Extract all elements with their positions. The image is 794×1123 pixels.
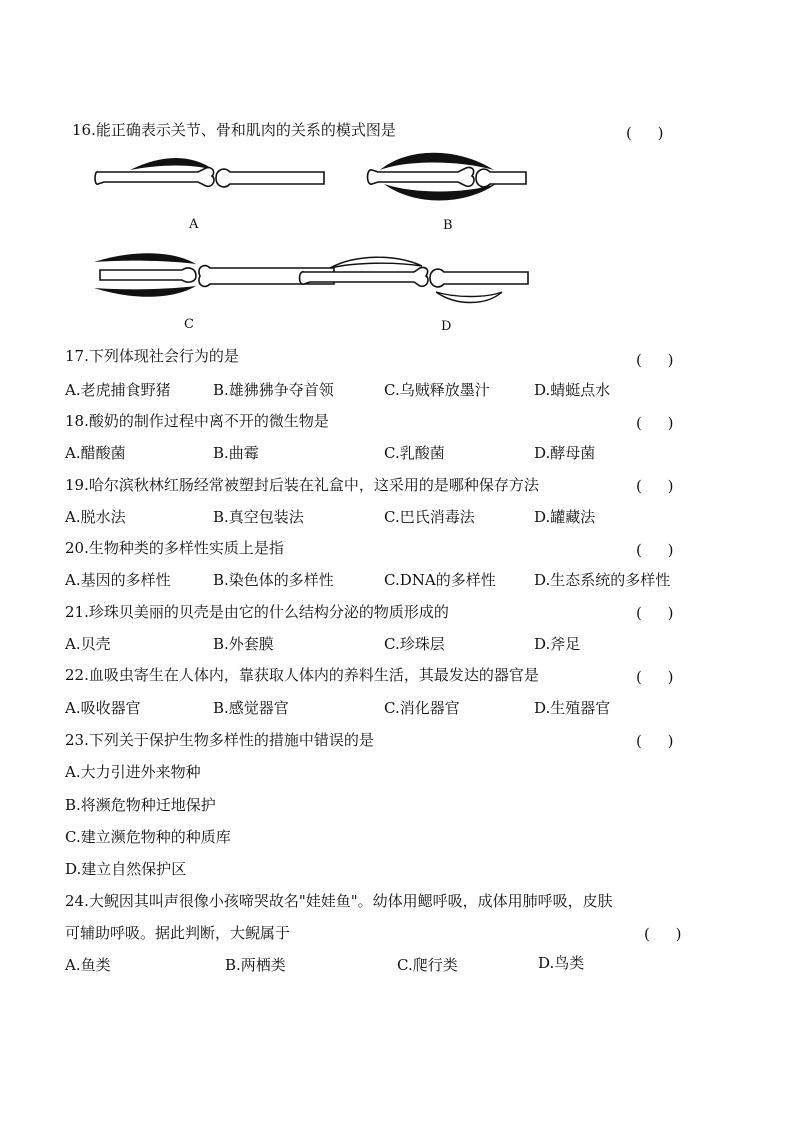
q17-option-c: C.乌贼释放墨汁 bbox=[384, 381, 490, 399]
q17-option-b: B.雄狒狒争夺首领 bbox=[213, 381, 334, 399]
q21-option-d: D.斧足 bbox=[534, 635, 581, 653]
q22-option-b: B.感觉器官 bbox=[213, 699, 289, 717]
q19-answer-blank: ( ) bbox=[636, 477, 676, 495]
q24-option-c: C.爬行类 bbox=[397, 956, 458, 974]
figure-b-diagram bbox=[366, 150, 528, 210]
q21-option-b: B.外套膜 bbox=[213, 635, 274, 653]
q17-answer-blank: ( ) bbox=[636, 351, 676, 369]
q24-option-a: A.鱼类 bbox=[65, 956, 111, 974]
q18-stem: 18.酸奶的制作过程中离不开的微生物是 bbox=[65, 412, 329, 430]
q19-option-b: B.真空包装法 bbox=[213, 508, 304, 526]
q20-option-c: C.DNA的多样性 bbox=[384, 571, 496, 589]
q18-option-c: C.乳酸菌 bbox=[384, 444, 445, 462]
q24-stem-line1: 24.大鲵因其叫声很像小孩啼哭故名"娃娃鱼"。幼体用鳃呼吸，成体用肺呼吸，皮肤 bbox=[65, 892, 613, 910]
q23-stem: 23.下列关于保护生物多样性的措施中错误的是 bbox=[65, 731, 374, 749]
q23-option-b: B.将濒危物种迁地保护 bbox=[65, 796, 216, 814]
q23-option-a: A.大力引进外来物种 bbox=[65, 763, 201, 781]
q17-option-a: A.老虎捕食野猪 bbox=[65, 381, 171, 399]
q22-answer-blank: ( ) bbox=[636, 668, 676, 686]
q18-option-a: A.醋酸菌 bbox=[65, 444, 126, 462]
q24-option-b: B.两栖类 bbox=[225, 956, 286, 974]
q24-answer-blank: ( ) bbox=[644, 925, 684, 943]
q22-option-a: A.吸收器官 bbox=[65, 699, 141, 717]
figure-d-label: D bbox=[441, 319, 452, 334]
q22-stem: 22.血吸虫寄生在人体内，靠获取人体内的养料生活，其最发达的器官是 bbox=[65, 666, 539, 684]
q19-option-a: A.脱水法 bbox=[65, 508, 126, 526]
figure-d-diagram bbox=[296, 252, 531, 308]
q20-option-a: A.基因的多样性 bbox=[65, 571, 171, 589]
q18-option-d: D.酵母菌 bbox=[534, 444, 596, 462]
q24-stem-line2: 可辅助呼吸。据此判断，大鲵属于 bbox=[65, 924, 291, 942]
q23-option-d: D.建立自然保护区 bbox=[65, 860, 187, 878]
q20-option-b: B.染色体的多样性 bbox=[213, 571, 334, 589]
q19-stem: 19.哈尔滨秋林红肠经常被塑封后装在礼盒中，这采用的是哪种保存方法 bbox=[65, 476, 539, 494]
q21-answer-blank: ( ) bbox=[636, 604, 676, 622]
q20-option-d: D.生态系统的多样性 bbox=[534, 571, 671, 589]
q21-option-a: A.贝壳 bbox=[65, 635, 111, 653]
q19-option-d: D.罐藏法 bbox=[534, 508, 596, 526]
q18-answer-blank: ( ) bbox=[636, 414, 676, 432]
q17-stem: 17.下列体现社会行为的是 bbox=[65, 347, 239, 365]
figure-b-label: B bbox=[443, 218, 453, 233]
q18-option-b: B.曲霉 bbox=[213, 444, 259, 462]
q16-stem: 16.能正确表示关节、骨和肌肉的关系的模式图是 bbox=[72, 121, 396, 139]
figure-a-diagram bbox=[92, 150, 332, 202]
q20-stem: 20.生物种类的多样性实质上是指 bbox=[65, 539, 284, 557]
q21-option-c: C.珍珠层 bbox=[384, 635, 445, 653]
q24-option-d: D.鸟类 bbox=[538, 954, 585, 972]
q16-answer-blank: ( ) bbox=[626, 124, 666, 142]
q19-option-c: C.巴氏消毒法 bbox=[384, 508, 475, 526]
q21-stem: 21.珍珠贝美丽的贝壳是由它的什么结构分泌的物质形成的 bbox=[65, 603, 449, 621]
figure-a-label: A bbox=[189, 217, 199, 232]
figure-c-label: C bbox=[184, 317, 194, 332]
q20-answer-blank: ( ) bbox=[636, 541, 676, 559]
q23-answer-blank: ( ) bbox=[636, 732, 676, 750]
q17-option-d: D.蜻蜓点水 bbox=[534, 381, 611, 399]
q23-option-c: C.建立濒危物种的种质库 bbox=[65, 828, 231, 846]
q22-option-c: C.消化器官 bbox=[384, 699, 460, 717]
q22-option-d: D.生殖器官 bbox=[534, 699, 611, 717]
